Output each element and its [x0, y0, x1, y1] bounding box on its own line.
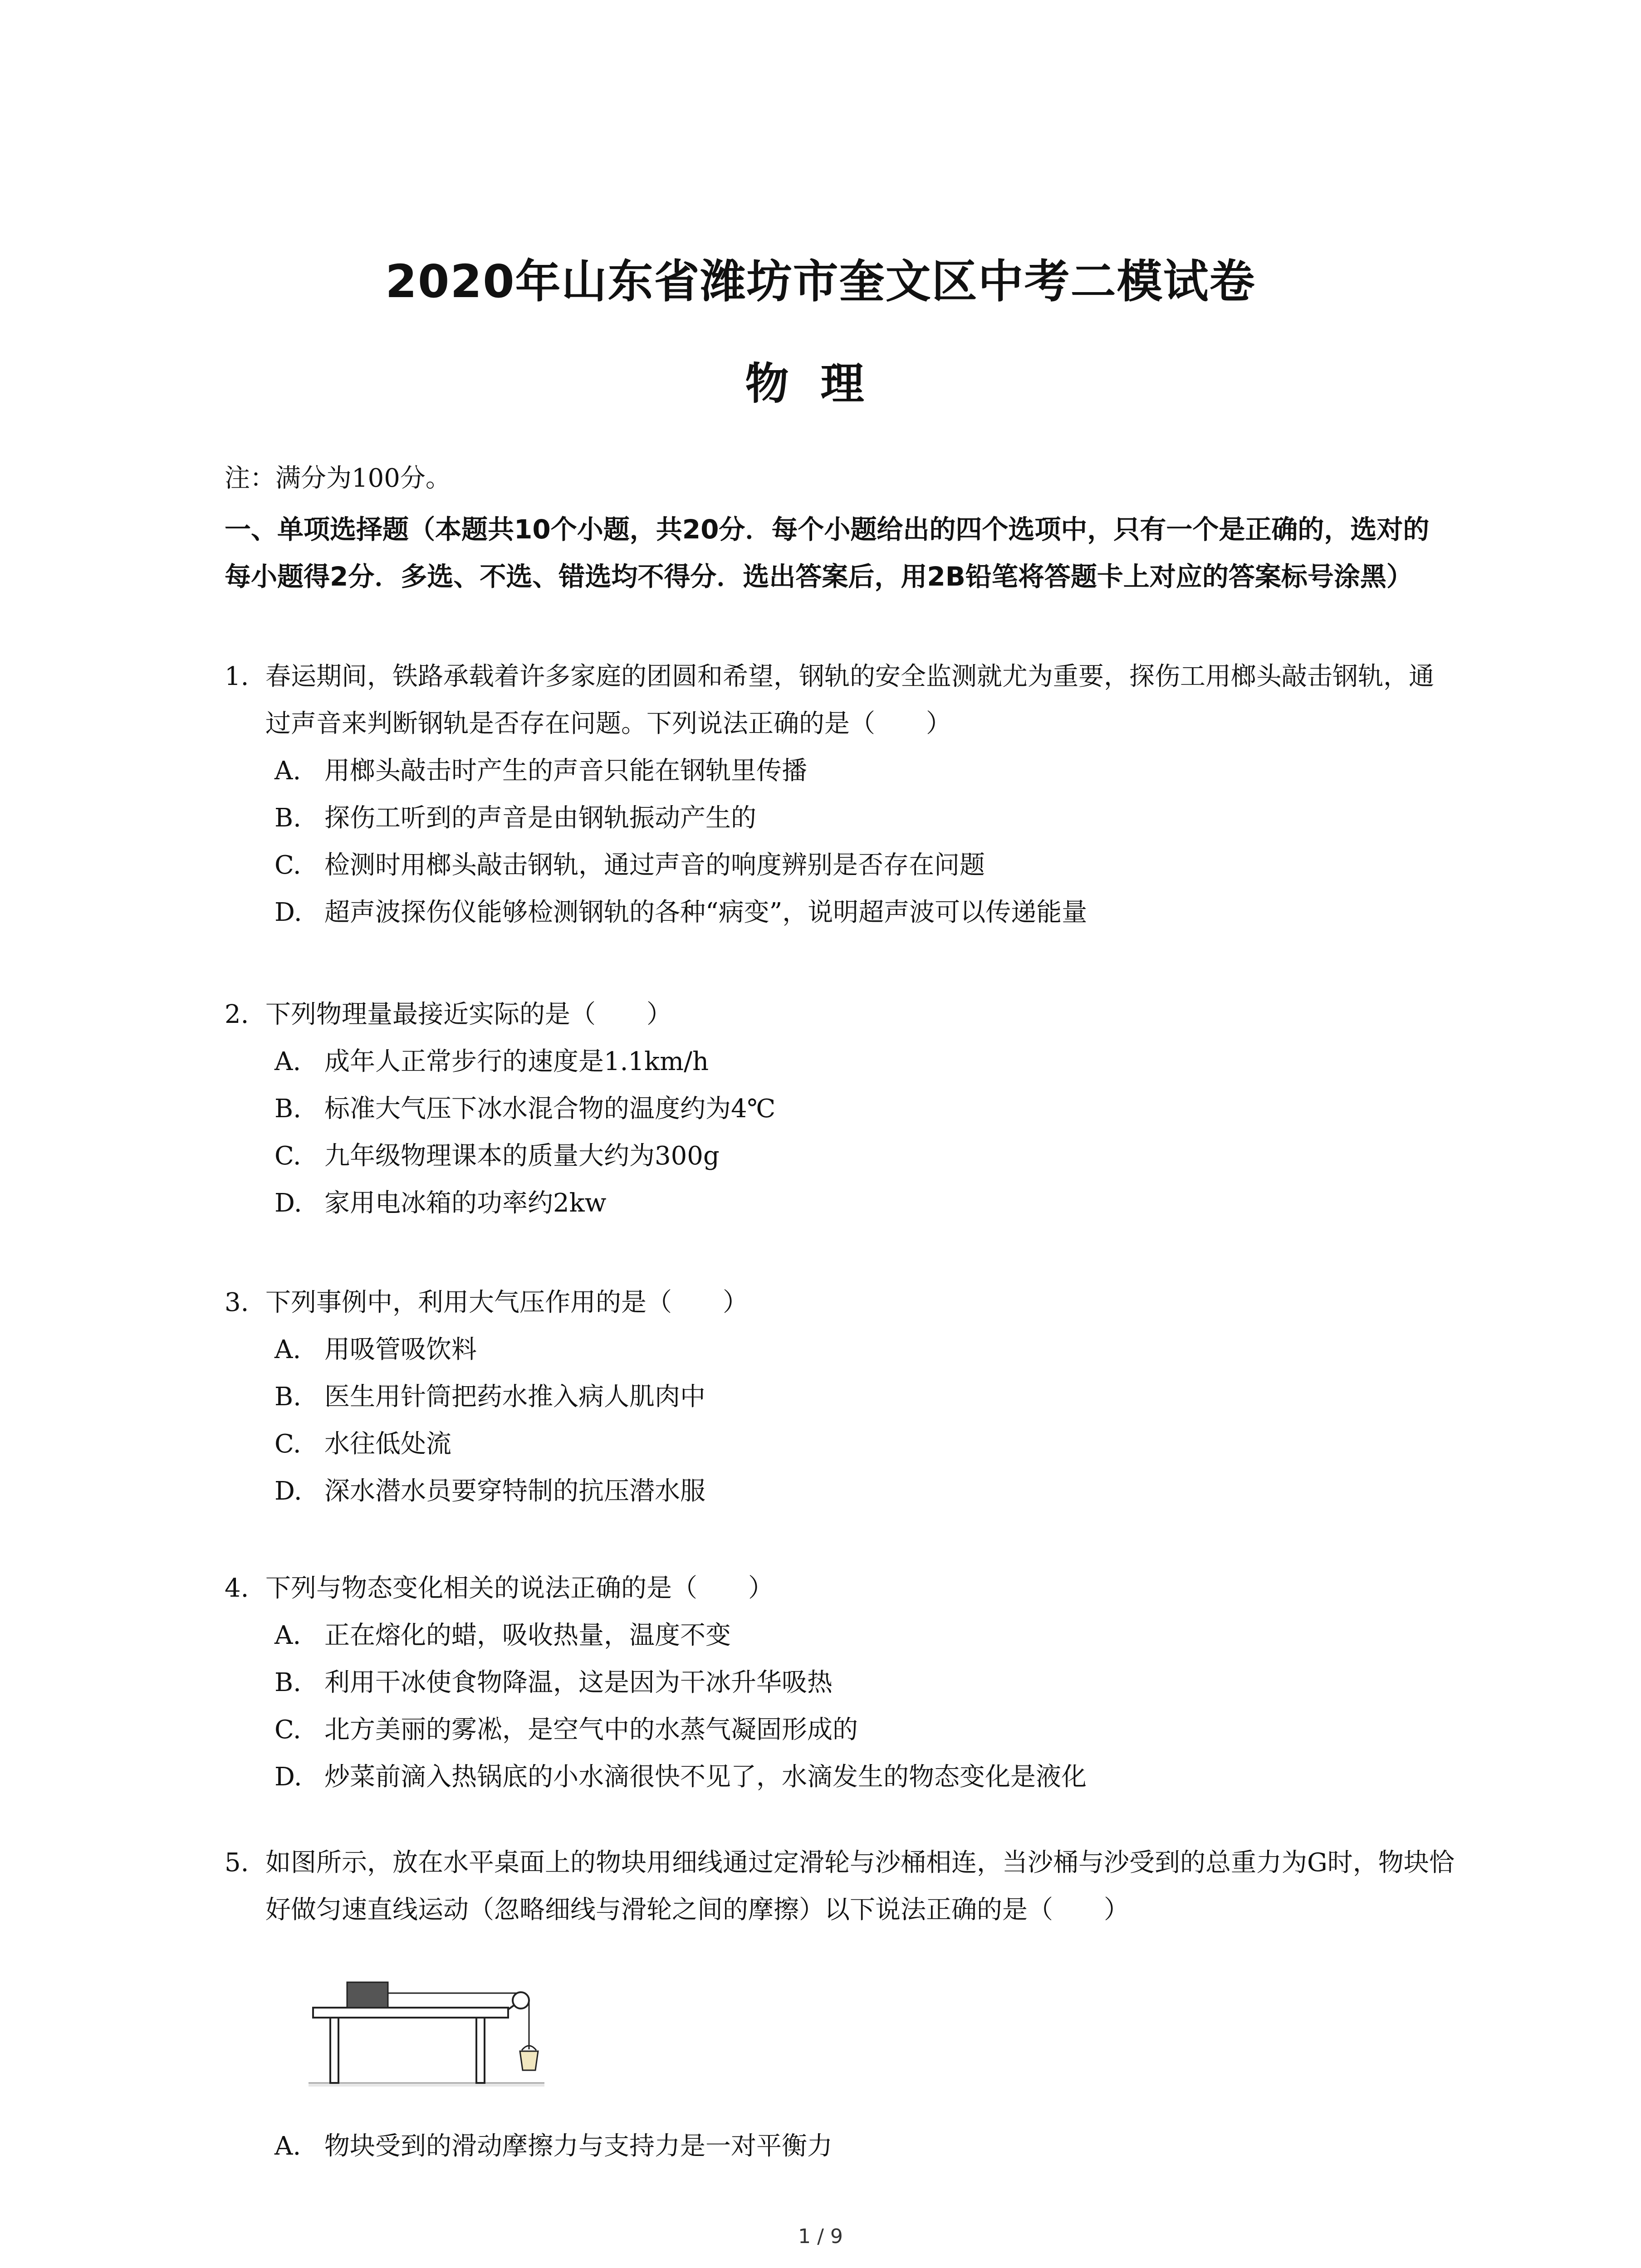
question-stem — [225, 653, 1459, 748]
option-letter: C. — [274, 1715, 301, 1745]
question-2 — [225, 991, 1459, 1227]
option-text: 深水潜水员要穿特制的抗压潜水服 — [324, 1476, 705, 1506]
option-text: 炒菜前滴入热锅底的小水滴很快不见了，水滴发生的物态变化是液化 — [324, 1762, 1087, 1792]
question-stem — [225, 1839, 1459, 1934]
option-c — [274, 1421, 1459, 1468]
table-top — [313, 2008, 508, 2018]
option-text: 水往低处流 — [324, 1429, 451, 1459]
option-b — [274, 1659, 1459, 1706]
option-letter: C. — [274, 850, 301, 880]
option-c — [274, 842, 1459, 889]
option-letter: C. — [274, 1141, 301, 1171]
question-3 — [225, 1279, 1459, 1515]
option-text: 成年人正常步行的速度是1.1km/h — [324, 1047, 709, 1076]
question-stem — [225, 1565, 1459, 1612]
option-a — [274, 1612, 1459, 1659]
option-letter: A. — [274, 1047, 301, 1076]
table-leg-right — [476, 2018, 485, 2083]
sand-bucket — [520, 2051, 538, 2070]
option-d — [274, 1754, 1459, 1801]
question-number: 3. — [225, 1288, 249, 1317]
option-text: 正在熔化的蜡，吸收热量，温度不变 — [324, 1621, 731, 1650]
question-text: 下列与物态变化相关的说法正确的是（ ） — [265, 1574, 774, 1603]
pulley — [513, 1992, 529, 2009]
option-letter: D. — [274, 898, 302, 927]
option-letter: D. — [274, 1762, 302, 1792]
question-5-options — [225, 2123, 1459, 2170]
option-d — [274, 889, 1459, 936]
option-letter: A. — [274, 756, 301, 786]
subject-title: 物理 — [745, 358, 896, 409]
option-text: 物块受到的滑动摩擦力与支持力是一对平衡力 — [324, 2131, 833, 2161]
option-d — [274, 1180, 1459, 1227]
option-text: 家用电冰箱的功率约2kw — [324, 1188, 607, 1218]
option-letter: D. — [274, 1188, 302, 1218]
exam-title: 2020年山东省潍坊市奎文区中考二模试卷 — [385, 255, 1256, 308]
option-letter: B. — [274, 803, 301, 833]
question-number: 2. — [225, 1000, 249, 1029]
option-text: 检测时用榔头敲击钢轨，通过声音的响度辨别是否存在问题 — [324, 850, 985, 880]
option-a — [274, 2123, 1459, 2170]
option-b — [274, 1085, 1459, 1133]
option-letter: D. — [274, 1476, 302, 1506]
pulley-figure — [309, 1964, 544, 2100]
option-c — [274, 1706, 1459, 1754]
page-number: 1 / 9 — [798, 2225, 843, 2248]
table-leg-left — [330, 2018, 338, 2083]
question-text: 如图所示，放在水平桌面上的物块用细线通过定滑轮与沙桶相连，当沙桶与沙受到的总重力为G时，物块恰好做匀速直线运动（忽略细线与滑轮之间的摩擦）以下说法正确的是（ ） — [265, 1848, 1455, 1925]
question-1 — [225, 653, 1459, 936]
option-letter: B. — [274, 1668, 301, 1697]
option-text: 北方美丽的雾凇，是空气中的水蒸气凝固形成的 — [324, 1715, 858, 1745]
question-text: 下列物理量最接近实际的是（ ） — [265, 1000, 672, 1029]
pulley-diagram — [309, 1964, 544, 2100]
question-5 — [225, 1839, 1459, 1934]
question-number: 1. — [225, 662, 249, 691]
floor — [309, 2083, 544, 2087]
question-text: 下列事例中，利用大气压作用的是（ ） — [265, 1288, 748, 1317]
option-letter: A. — [274, 2131, 301, 2161]
question-text: 春运期间，铁路承载着许多家庭的团圆和希望，钢轨的安全监测就尤为重要，探伤工用榔头敲击钢轨，通过声音来判断钢轨是否存在问题。下列说法正确的是（ ） — [265, 662, 1434, 738]
option-d — [274, 1468, 1459, 1515]
option-letter: A. — [274, 1335, 301, 1364]
question-stem — [225, 1279, 1459, 1326]
option-letter: C. — [274, 1429, 301, 1459]
option-letter: B. — [274, 1382, 301, 1412]
option-a — [274, 1038, 1459, 1085]
option-a — [274, 1326, 1459, 1374]
question-4 — [225, 1565, 1459, 1801]
option-letter: A. — [274, 1621, 301, 1650]
option-text: 标准大气压下冰水混合物的温度约为4℃ — [324, 1094, 776, 1124]
section-header: 一、单项选择题（本题共10个小题，共20分．每个小题给出的四个选项中，只有一个是正确的，选对的每小题得2分．多选、不选、错选均不得分．选出答案后，用2B铅笔将答题卡上对应的答案标号涂黑） — [225, 514, 1430, 592]
option-text: 超声波探伤仪能够检测钢轨的各种“病变”，说明超声波可以传递能量 — [324, 898, 1087, 927]
option-letter: B. — [274, 1094, 301, 1124]
option-b — [274, 1374, 1459, 1421]
option-text: 用吸管吸饮料 — [324, 1335, 477, 1364]
option-text: 用榔头敲击时产生的声音只能在钢轨里传播 — [324, 756, 807, 786]
question-stem — [225, 991, 1459, 1038]
option-b — [274, 795, 1459, 842]
option-text: 医生用针筒把药水推入病人肌肉中 — [324, 1382, 705, 1412]
block — [347, 1982, 388, 2008]
question-number: 4. — [225, 1574, 249, 1603]
score-note: 注：满分为100分。 — [225, 464, 451, 493]
question-number: 5. — [225, 1848, 249, 1877]
option-text: 探伤工听到的声音是由钢轨振动产生的 — [324, 803, 756, 833]
option-text: 九年级物理课本的质量大约为300g — [324, 1141, 720, 1171]
option-text: 利用干冰使食物降温，这是因为干冰升华吸热 — [324, 1668, 833, 1697]
option-c — [274, 1133, 1459, 1180]
option-a — [274, 748, 1459, 795]
